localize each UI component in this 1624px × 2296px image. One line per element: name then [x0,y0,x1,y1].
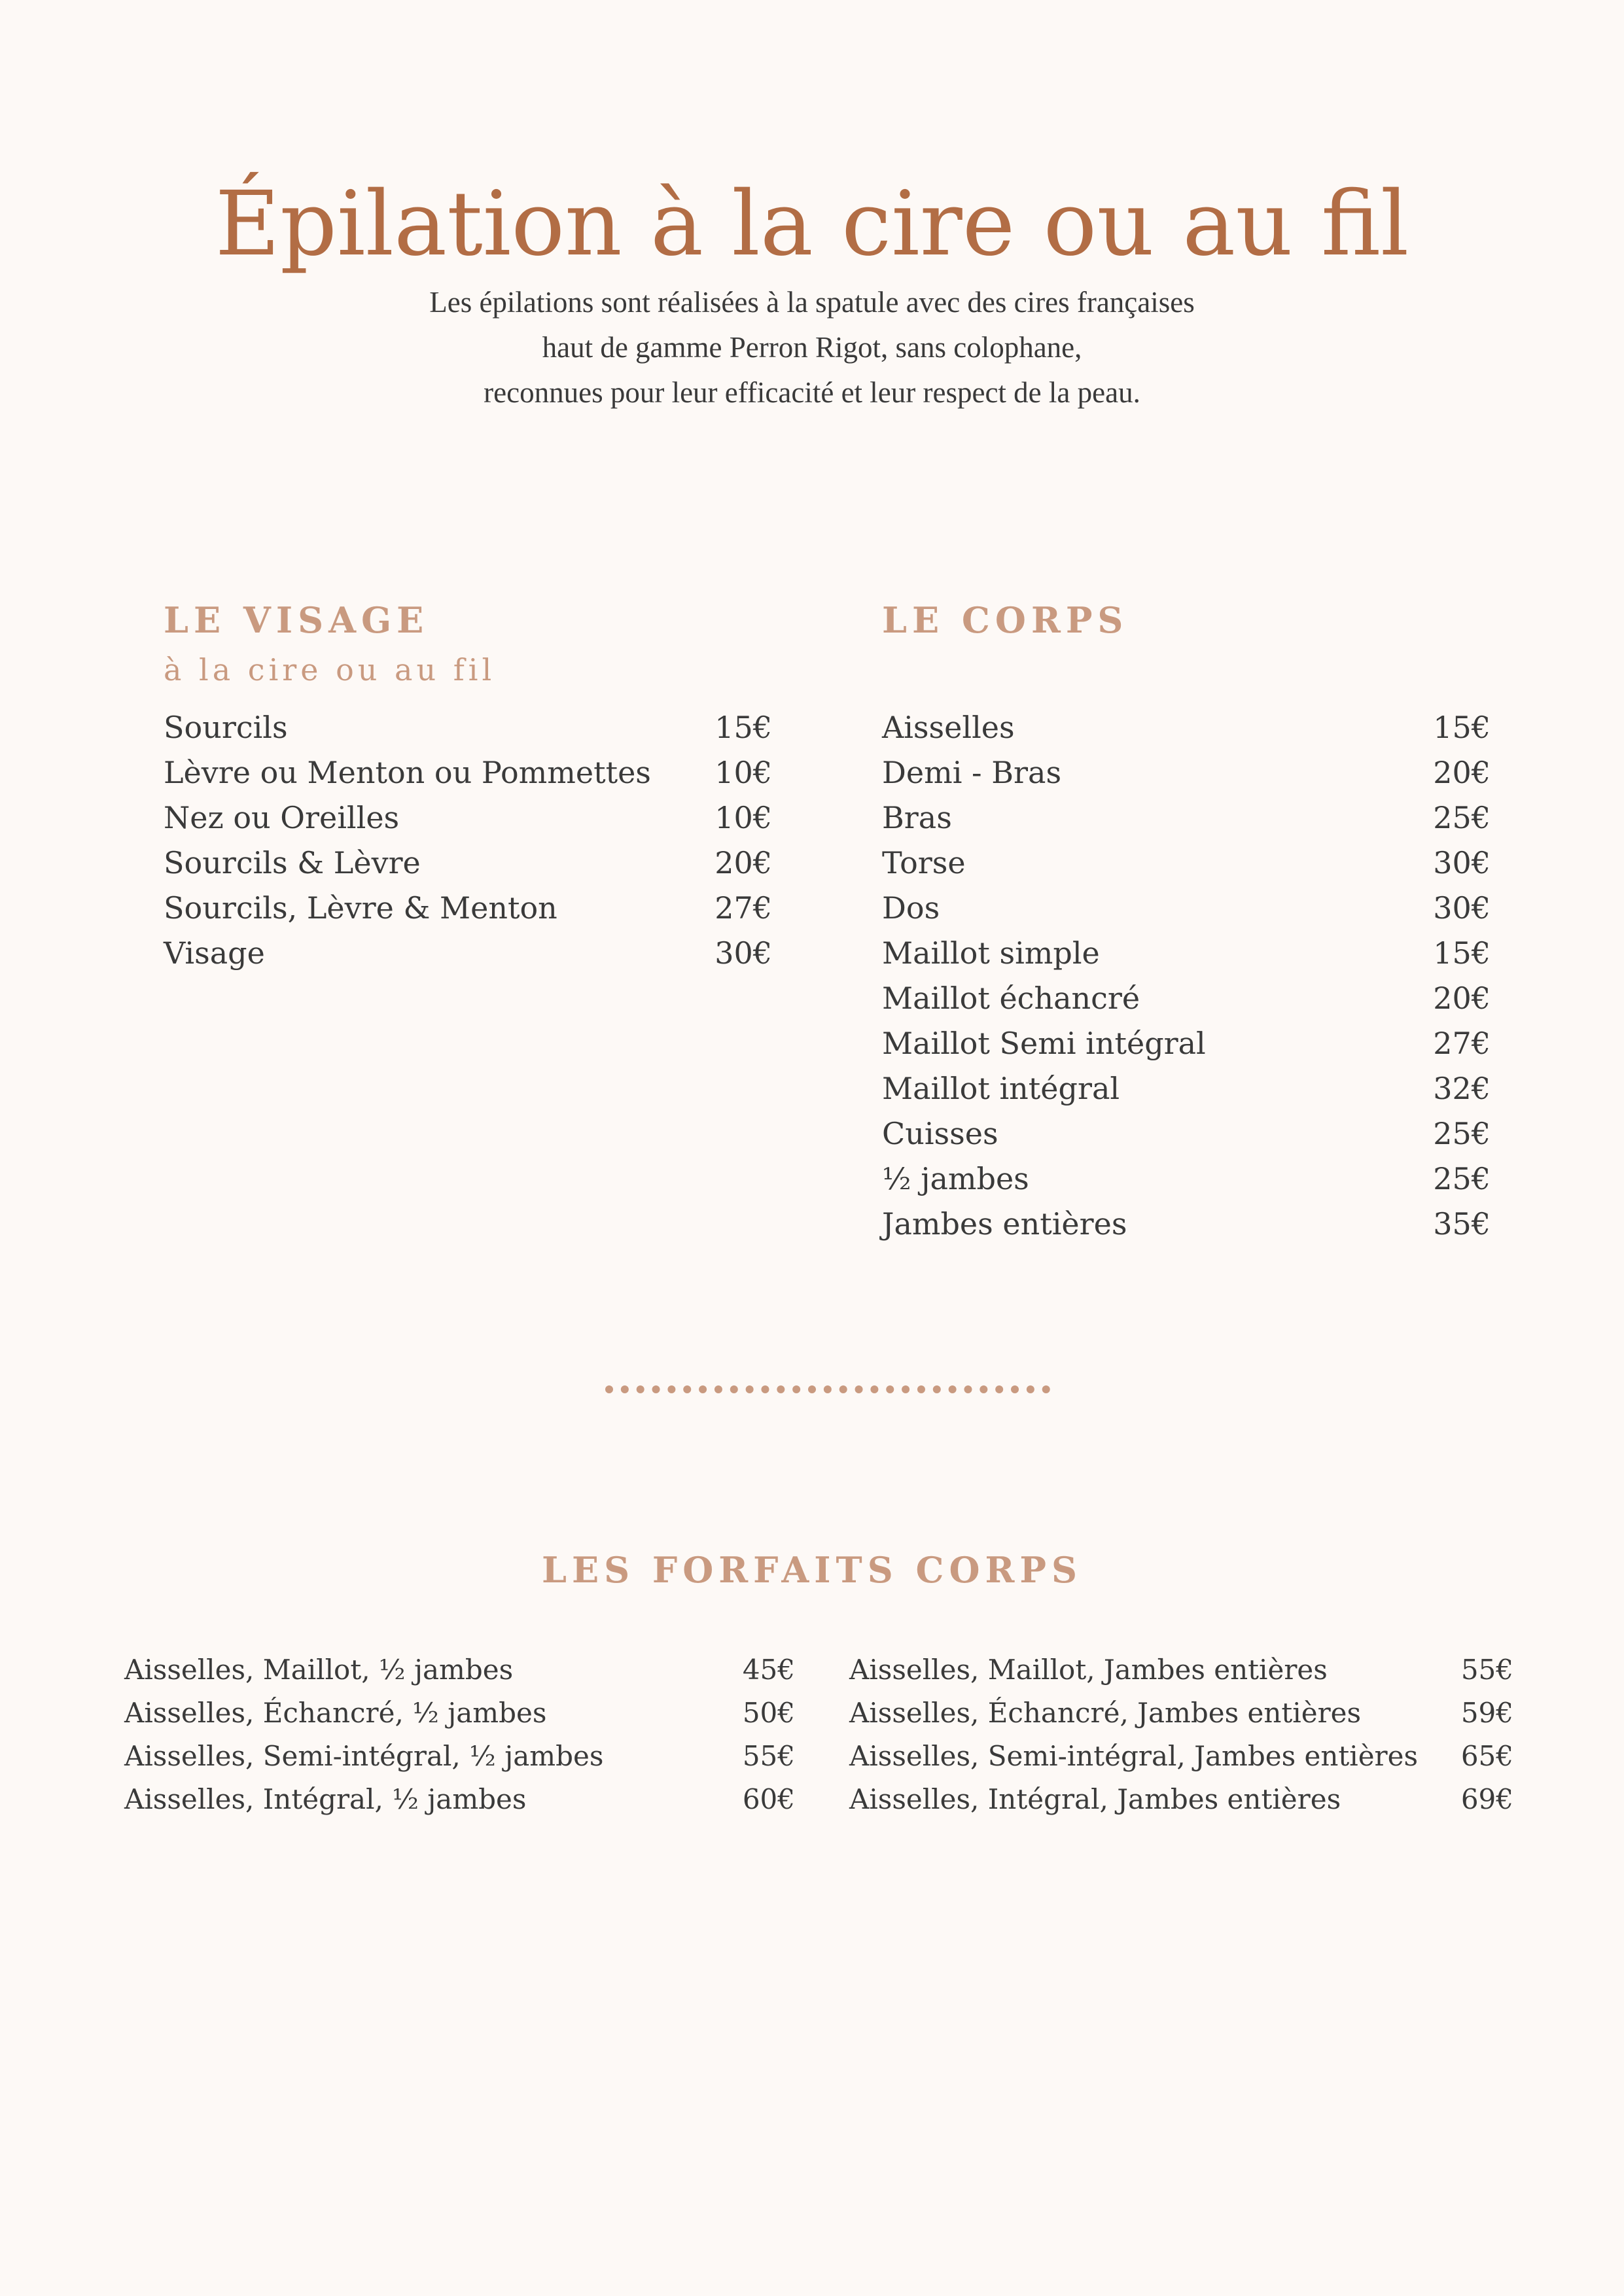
intro-line: haut de gamme Perron Rigot, sans colophane, [542,331,1082,364]
item-name: Aisselles, Maillot, ½ jambes [124,1654,514,1686]
visage-title: LE VISAGE [164,599,429,641]
price-row [164,841,772,886]
item-name: Aisselles, Semi-intégral, ½ jambes [124,1740,604,1772]
item-price: 35€ [1433,1206,1491,1242]
price-row [882,976,1491,1021]
forfaits-left-list [124,1648,795,1821]
price-row [164,750,772,795]
item-price: 65€ [1460,1740,1513,1772]
item-name: Lèvre ou Menton ou Pommettes [164,755,651,790]
item-name: Aisselles, Maillot, Jambes entières [849,1654,1328,1686]
item-price: 15€ [715,710,772,745]
item-name: Aisselles, Intégral, Jambes entières [849,1783,1341,1815]
price-row [164,886,772,931]
item-price: 20€ [715,845,772,880]
item-name: Bras [882,800,952,835]
item-price: 15€ [1433,935,1491,971]
price-row [882,931,1491,976]
price-row [124,1692,795,1735]
intro-line: Les épilations sont réalisées à la spatule avec des cires françaises [429,286,1195,319]
item-price: 27€ [715,890,772,926]
price-row [164,795,772,841]
price-row [124,1735,795,1778]
item-price: 25€ [1433,800,1491,835]
forfaits-title: LES FORFAITS CORPS [542,1549,1082,1591]
item-name: Aisselles, Échancré, Jambes entières [849,1697,1362,1729]
item-name: Cuisses [882,1116,998,1151]
price-row [124,1648,795,1692]
item-name: Dos [882,890,940,926]
item-name: Demi - Bras [882,755,1062,790]
item-name: Maillot Semi intégral [882,1026,1206,1061]
item-name: Visage [164,935,265,971]
item-name: Maillot simple [882,935,1100,971]
item-price: 55€ [1460,1654,1513,1686]
item-price: 27€ [1433,1026,1491,1061]
price-row [849,1735,1513,1778]
forfaits-right-list [849,1648,1513,1821]
item-name: Sourcils, Lèvre & Menton [164,890,557,926]
page-title: Épilation à la cire ou au fil [215,173,1409,276]
item-price: 10€ [715,755,772,790]
price-row [882,841,1491,886]
item-price: 45€ [742,1654,795,1686]
item-price: 60€ [742,1783,795,1815]
price-row [882,1111,1491,1157]
item-price: 20€ [1433,981,1491,1016]
item-name: Sourcils [164,710,288,745]
item-name: Maillot échancré [882,981,1140,1016]
item-price: 15€ [1433,710,1491,745]
item-price: 25€ [1433,1161,1491,1196]
item-price: 50€ [742,1697,795,1729]
price-row [124,1778,795,1821]
price-row [849,1692,1513,1735]
item-name: ½ jambes [882,1161,1029,1196]
item-price: 25€ [1433,1116,1491,1151]
price-row [882,1021,1491,1066]
item-name: Maillot intégral [882,1071,1120,1106]
price-row [882,886,1491,931]
corps-list [882,705,1491,1247]
price-row [164,931,772,976]
price-row [882,1157,1491,1202]
item-price: 30€ [1433,845,1491,880]
item-name: Jambes entières [882,1206,1127,1242]
visage-list [164,705,772,976]
intro-line: reconnues pour leur efficacité et leur respect de la peau. [484,376,1140,409]
intro-text [0,280,1624,415]
item-price: 59€ [1460,1697,1513,1729]
item-price: 10€ [715,800,772,835]
item-price: 30€ [715,935,772,971]
item-name: Sourcils & Lèvre [164,845,421,880]
item-price: 20€ [1433,755,1491,790]
price-row [882,1202,1491,1247]
item-price: 32€ [1433,1071,1491,1106]
item-price: 30€ [1433,890,1491,926]
price-row [882,795,1491,841]
item-name: Aisselles, Échancré, ½ jambes [124,1697,547,1729]
corps-title: LE CORPS [882,599,1129,641]
item-name: Aisselles [882,710,1015,745]
item-name: Aisselles, Intégral, ½ jambes [124,1783,527,1815]
item-name: Nez ou Oreilles [164,800,400,835]
price-row [164,705,772,750]
price-row [882,1066,1491,1111]
item-name: Aisselles, Semi-intégral, Jambes entières [849,1740,1419,1772]
dotted-divider [605,1385,1050,1393]
visage-subtitle: à la cire ou au fil [164,652,496,687]
price-row [849,1648,1513,1692]
item-name: Torse [882,845,966,880]
price-row [882,750,1491,795]
item-price: 69€ [1460,1783,1513,1815]
item-price: 55€ [742,1740,795,1772]
price-row [849,1778,1513,1821]
price-row [882,705,1491,750]
